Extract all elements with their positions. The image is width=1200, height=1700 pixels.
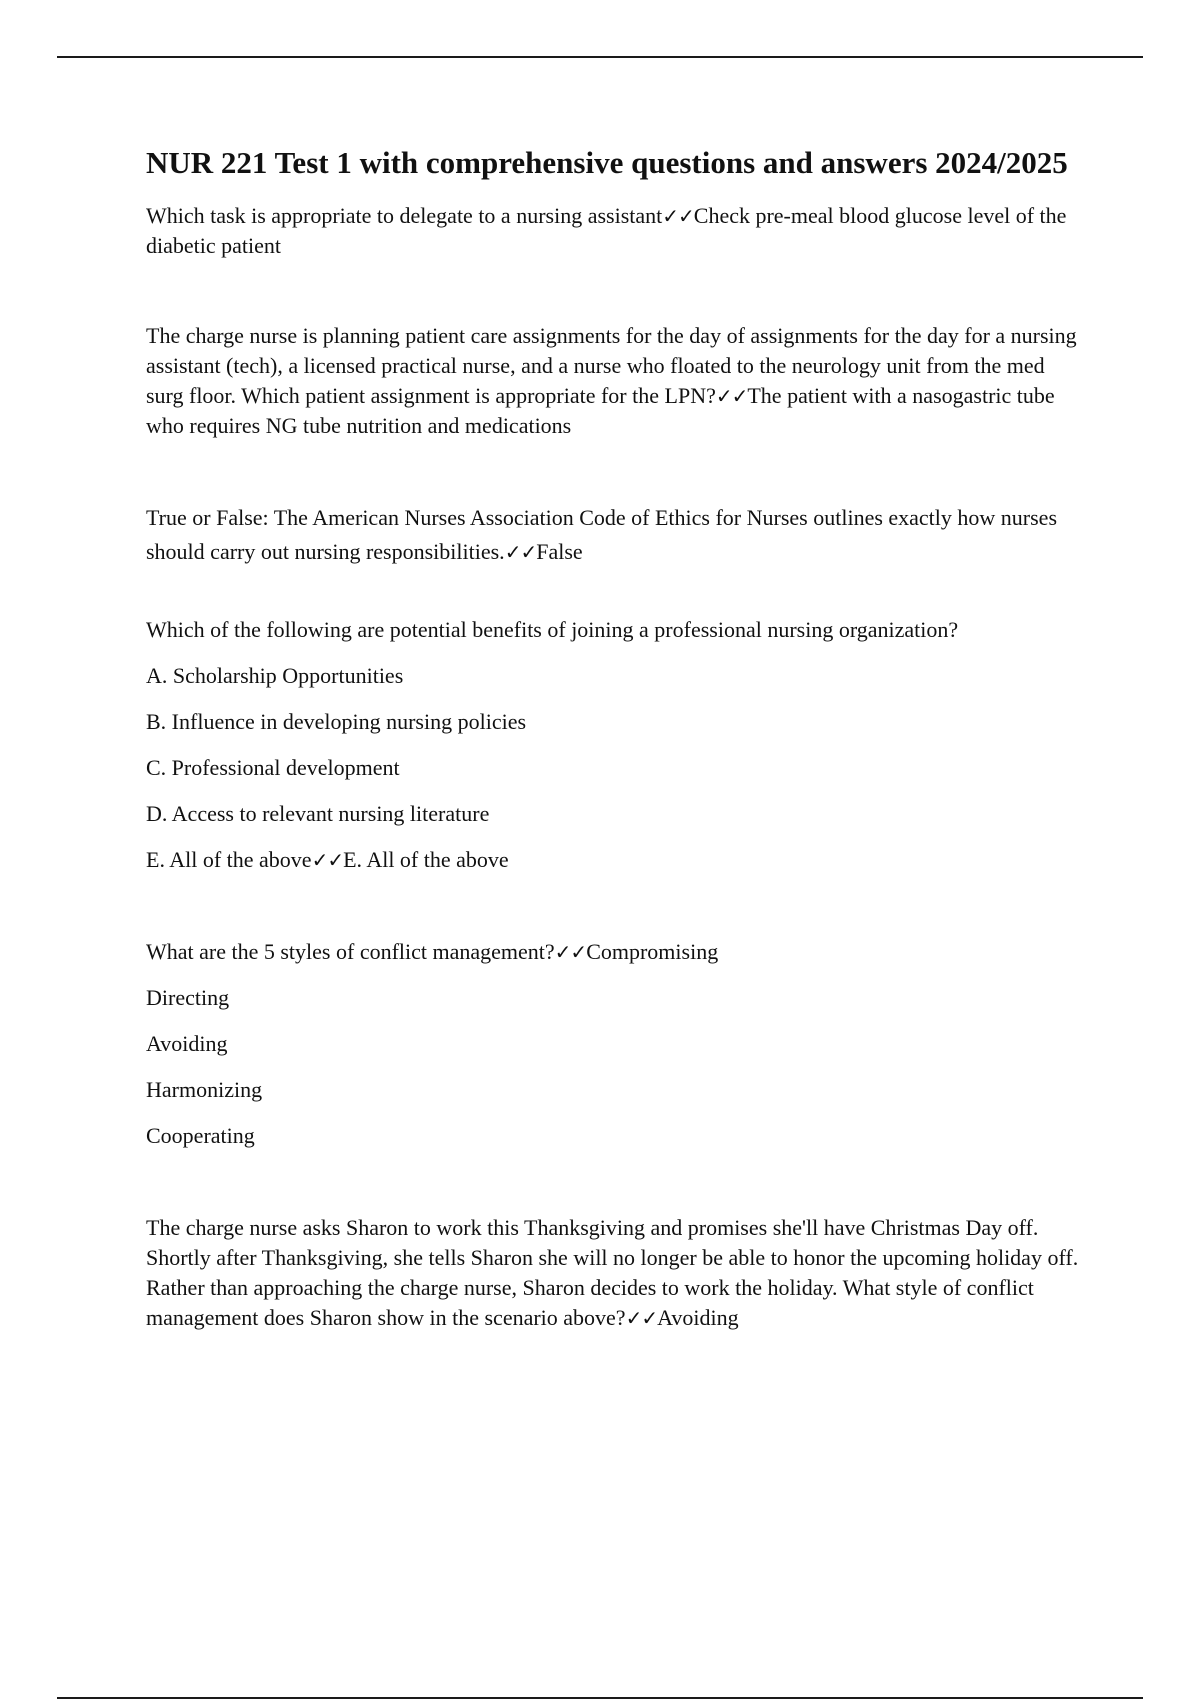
answer-item: Avoiding (146, 1031, 228, 1056)
answer-text: Compromising (586, 939, 719, 964)
answer-item: Harmonizing (146, 1077, 263, 1102)
question-text: What are the 5 styles of conflict management? (146, 939, 555, 964)
answer-text: Avoiding (657, 1305, 739, 1330)
question-text: Which of the following are potential benefits of joining a professional nursing organization? (146, 617, 959, 642)
option-item: B. Influence in developing nursing policies (146, 709, 527, 734)
double-check-icon: ✓✓ (715, 384, 748, 408)
answer-item: Directing (146, 985, 230, 1010)
answer-text: The patient with a nasogastric tube who requires NG tube nutrition and medications (146, 383, 1055, 438)
qa-item-2 (146, 321, 1086, 441)
double-check-icon: ✓✓ (554, 940, 587, 964)
option-item: A. Scholarship Opportunities (146, 663, 404, 688)
answer-item: Cooperating (146, 1123, 255, 1148)
double-check-icon: ✓✓ (662, 204, 694, 228)
qa-item-5 (146, 937, 1086, 1151)
document-body (146, 142, 1086, 1333)
answer-text: Check pre-meal blood glucose level of the diabetic patient (146, 203, 1067, 258)
qa-item-6 (146, 1213, 1086, 1333)
question-text: The charge nurse is planning patient care assignments for the day of assignments for the day for a nursing assistant (tech), a licensed practical nurse, and a nurse who floated to the neurology unit from the med surg floor. Which patient assignment is appropriate for the LPN? (146, 323, 1077, 408)
option-text: E. All of the above (146, 847, 312, 872)
top-rule (57, 56, 1143, 58)
double-check-icon: ✓✓ (311, 848, 344, 872)
question-text: True or False: The American Nurses Association Code of Ethics for Nurses outlines exactly how nurses should carry out nursing responsibilities. (146, 505, 1058, 564)
qa-item-4 (146, 615, 1086, 875)
qa-item-3 (146, 501, 1086, 569)
question-with-answer (146, 937, 1086, 967)
bottom-rule (57, 1697, 1143, 1699)
question-text: The charge nurse asks Sharon to work this Thanksgiving and promises she'll have Christmas Day off. Shortly after Thanksgiving, she tells Sharon she will no longer be able to honor the upcoming holiday off. Rather than approaching the charge nurse, Sharon decides to work the holiday. What style of conflict management does Sharon show in the scenario above? (146, 1215, 1079, 1330)
document-title: NUR 221 Test 1 with comprehensive questions and answers 2024/2025 (146, 145, 1068, 180)
option-item: C. Professional development (146, 755, 400, 780)
double-check-icon: ✓✓ (625, 1306, 658, 1330)
qa-item-1 (146, 201, 1086, 261)
answer-text: E. All of the above (343, 847, 509, 872)
answer-text: False (536, 539, 583, 564)
option-item: D. Access to relevant nursing literature (146, 801, 490, 826)
question-text: Which task is appropriate to delegate to a nursing assistant (146, 203, 663, 228)
double-check-icon: ✓✓ (504, 540, 537, 564)
option-item-with-answer (146, 845, 1086, 875)
